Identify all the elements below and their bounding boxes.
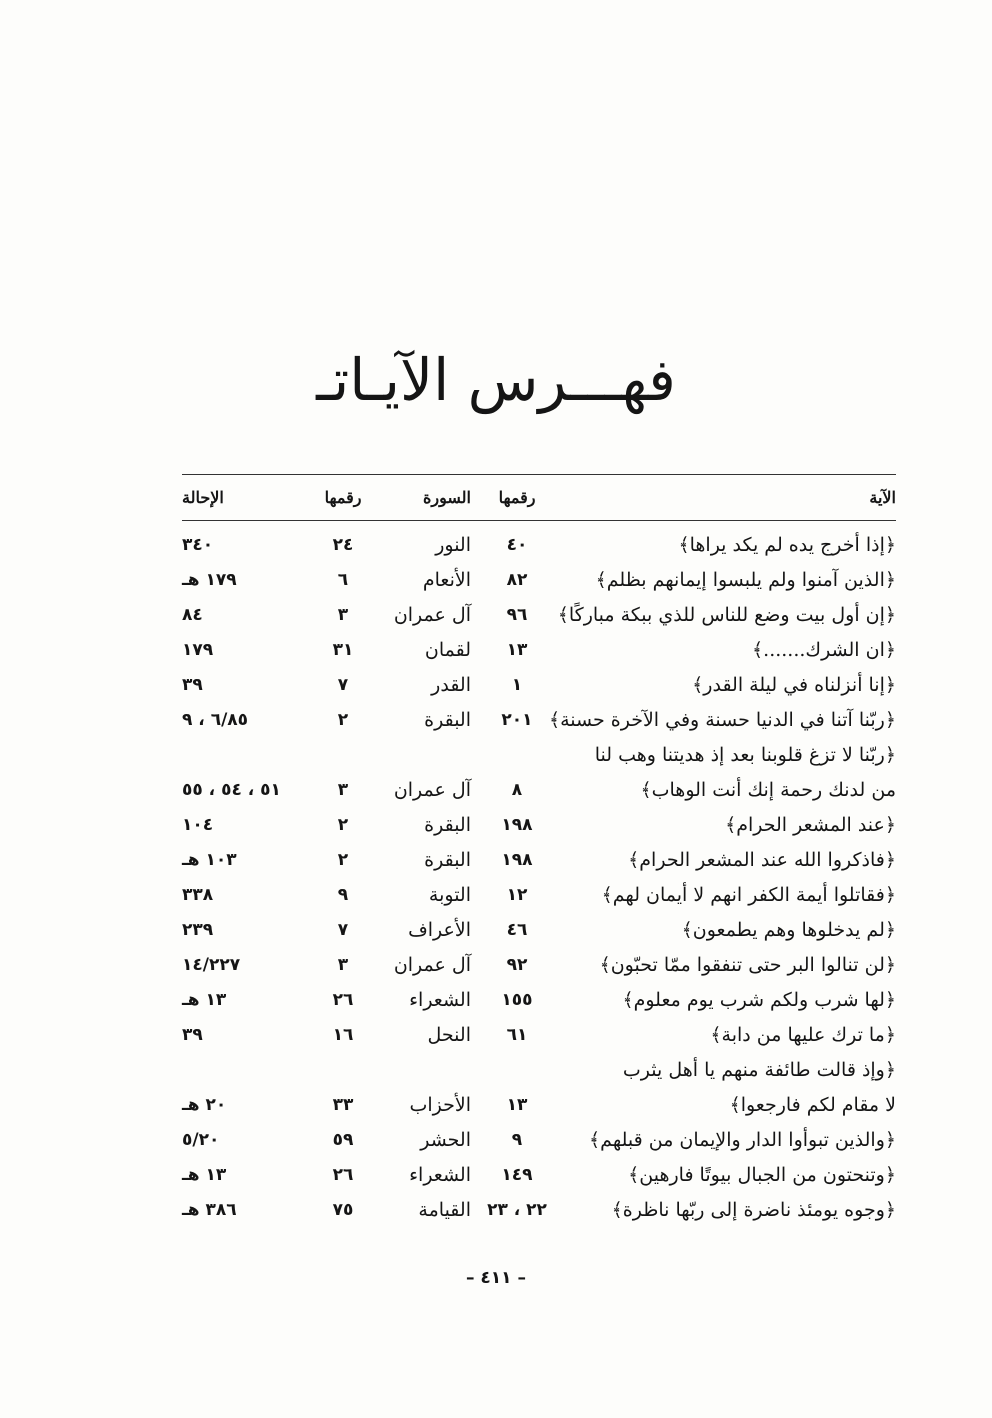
header-surah-number: رقمها: [324, 488, 362, 507]
table-header: [182, 475, 896, 520]
surah-name: القيامة: [418, 1198, 471, 1221]
surah-number: ٧: [337, 919, 349, 940]
header-surah: السورة: [423, 488, 471, 507]
surah-number: ٢٦: [332, 989, 354, 1010]
ayah-number: ٩: [511, 1129, 523, 1150]
surah-name: الشعراء: [409, 1163, 471, 1186]
reference: ٥/٢٠: [182, 1129, 220, 1150]
ayah-number: ١٣: [506, 639, 528, 660]
ayah-text: ﴿وإذ قالت طائفة منهم يا أهل يثرب: [622, 1058, 896, 1081]
reference: ٣٩: [182, 1024, 203, 1045]
reference: ١٣ هـ: [182, 1164, 227, 1185]
table-row: [182, 1192, 896, 1227]
surah-name: الأحزاب: [409, 1093, 471, 1116]
reference: ٥١ ، ٥٤ ، ٥٥: [182, 779, 281, 800]
reference: ٦/٨٥ ، ٩: [182, 709, 249, 730]
table-row: [182, 597, 896, 632]
ayah-text: ﴿إذا أخرج يده لم يكد يراها﴾: [678, 533, 896, 556]
ayah-text: ﴿عند المشعر الحرام﴾: [725, 813, 896, 836]
ayah-number: ٦١: [506, 1024, 528, 1045]
ayah-number: ١: [511, 674, 523, 695]
ayah-text: ﴿لها شرب ولكم شرب يوم معلوم﴾: [622, 988, 896, 1011]
reference: ٣٤٠: [182, 534, 214, 555]
surah-name: النور: [435, 533, 471, 556]
table-row: [182, 632, 896, 667]
ayah-text: ﴿لم يدخلوها وهم يطمعون﴾: [681, 918, 896, 941]
ayah-text: ﴿إنا أنزلناه في ليلة القدر﴾: [692, 673, 896, 696]
table-row: [182, 772, 896, 807]
surah-number: ٢: [337, 709, 349, 730]
reference: ٢٣٩: [182, 919, 214, 940]
reference: ١٤/٢٢٧: [182, 954, 241, 975]
surah-number: ١٦: [332, 1024, 354, 1045]
ayah-number: ٤٠: [506, 534, 528, 555]
table-row: [182, 1157, 896, 1192]
ayah-number: ١٣: [506, 1094, 528, 1115]
table-row: [182, 702, 896, 737]
surah-number: ٣: [337, 954, 349, 975]
ayah-number: ١٩٨: [501, 849, 533, 870]
surah-number: ٢٤: [332, 534, 354, 555]
table-row: [182, 982, 896, 1017]
table-row: [182, 807, 896, 842]
surah-name: التوبة: [428, 883, 471, 906]
reference: ١٧٩: [182, 639, 214, 660]
ayah-index-table: [182, 474, 896, 1227]
surah-name: البقرة: [424, 708, 471, 731]
surah-number: ٢: [337, 814, 349, 835]
ayah-text: من لدنك رحمة إنك أنت الوهاب﴾: [640, 778, 896, 801]
table-row: [182, 527, 896, 562]
reference: ١٧٩ هـ: [182, 569, 237, 590]
ayah-number: ١٥٥: [501, 989, 533, 1010]
surah-number: ٣: [337, 779, 349, 800]
page-title: فهـــرس الآيـاتـ: [316, 346, 676, 414]
table-row: [182, 912, 896, 947]
surah-number: ٥٩: [332, 1129, 354, 1150]
ayah-number: ٤٦: [506, 919, 528, 940]
ayah-text: ﴿والذين تبوأوا الدار والإيمان من قبلهم﴾: [589, 1128, 896, 1151]
ayah-text: ﴿ان الشرك.......﴾: [752, 638, 896, 661]
ayah-text: لا مقام لكم فارجعوا﴾: [729, 1093, 896, 1116]
ayah-text: ﴿وجوه يومئذ ناضرة إلى ربّها ناظرة﴾: [611, 1198, 896, 1221]
ayah-number: ٨: [511, 779, 523, 800]
ayah-text: ﴿الذين آمنوا ولم يلبسوا إيمانهم بظلم﴾: [595, 568, 896, 591]
reference: ١٠٤: [182, 814, 214, 835]
ayah-number: ٨٢: [506, 569, 528, 590]
surah-number: ٩: [337, 884, 349, 905]
table-row: [182, 667, 896, 702]
table-row: [182, 842, 896, 877]
table-row: [182, 562, 896, 597]
surah-name: آل عمران: [393, 603, 471, 626]
surah-number: ٣٣: [332, 1094, 354, 1115]
reference: ١٣ هـ: [182, 989, 227, 1010]
surah-number: ٧: [337, 674, 349, 695]
ayah-text: ﴿ربّنا لا تزغ قلوبنا بعد إذ هديتنا وهب لنا: [594, 743, 896, 766]
table-row: [182, 737, 896, 772]
ayah-number: ٢٢ ، ٢٣: [487, 1199, 547, 1220]
surah-name: آل عمران: [393, 778, 471, 801]
surah-name: الحشر: [420, 1128, 471, 1151]
surah-name: القدر: [431, 673, 471, 696]
surah-number: ٣١: [332, 639, 354, 660]
surah-name: النحل: [427, 1023, 471, 1046]
table-row: [182, 1087, 896, 1122]
surah-name: البقرة: [424, 848, 471, 871]
header-ayah-number: رقمها: [498, 488, 536, 507]
ayah-number: ١٢: [506, 884, 528, 905]
surah-name: الأنعام: [422, 568, 471, 591]
header-reference: الإحالة: [182, 488, 224, 507]
ayah-number: ١٤٩: [501, 1164, 533, 1185]
surah-name: البقرة: [424, 813, 471, 836]
table-row: [182, 947, 896, 982]
reference: ١٠٣ هـ: [182, 849, 237, 870]
ayah-number: ٩٦: [506, 604, 528, 625]
table-row: [182, 1017, 896, 1052]
reference: ٣٩: [182, 674, 203, 695]
ayah-text: ﴿فقاتلوا أيمة الكفر انهم لا أيمان لهم﴾: [601, 883, 896, 906]
reference: ٢٠ هـ: [182, 1094, 227, 1115]
surah-number: ٣: [337, 604, 349, 625]
surah-number: ٢٦: [332, 1164, 354, 1185]
table-body: [182, 521, 896, 1227]
header-ayah: الآية: [869, 488, 896, 507]
surah-number: ٧٥: [332, 1199, 354, 1220]
ayah-number: ١٩٨: [501, 814, 533, 835]
table-row: [182, 1052, 896, 1087]
ayah-number: ٩٢: [506, 954, 528, 975]
surah-number: ٦: [337, 569, 349, 590]
ayah-text: ﴿ربّنا آتنا في الدنيا حسنة وفي الآخرة حسنة﴾: [548, 708, 896, 731]
surah-name: الأعراف: [408, 918, 471, 941]
reference: ٨٤: [182, 604, 203, 625]
ayah-text: ﴿لن تنالوا البر حتى تنفقوا ممّا تحبّون﴾: [599, 953, 896, 976]
page-number: – ٤١١ –: [466, 1268, 526, 1288]
ayah-text: ﴿وتنحتون من الجبال بيوتًا فارهين﴾: [628, 1163, 896, 1186]
reference: ٣٨٦ هـ: [182, 1199, 237, 1220]
ayah-text: ﴿ما ترك عليها من دابة﴾: [710, 1023, 896, 1046]
surah-name: آل عمران: [393, 953, 471, 976]
surah-name: لقمان: [424, 638, 471, 661]
table-row: [182, 877, 896, 912]
ayah-number: ٢٠١: [501, 709, 533, 730]
ayah-text: ﴿فاذكروا الله عند المشعر الحرام﴾: [628, 848, 896, 871]
surah-number: ٢: [337, 849, 349, 870]
ayah-text: ﴿إن أول بيت وضع للناس للذي ببكة مباركًا﴾: [557, 603, 896, 626]
reference: ٣٣٨: [182, 884, 214, 905]
table-row: [182, 1122, 896, 1157]
surah-name: الشعراء: [409, 988, 471, 1011]
